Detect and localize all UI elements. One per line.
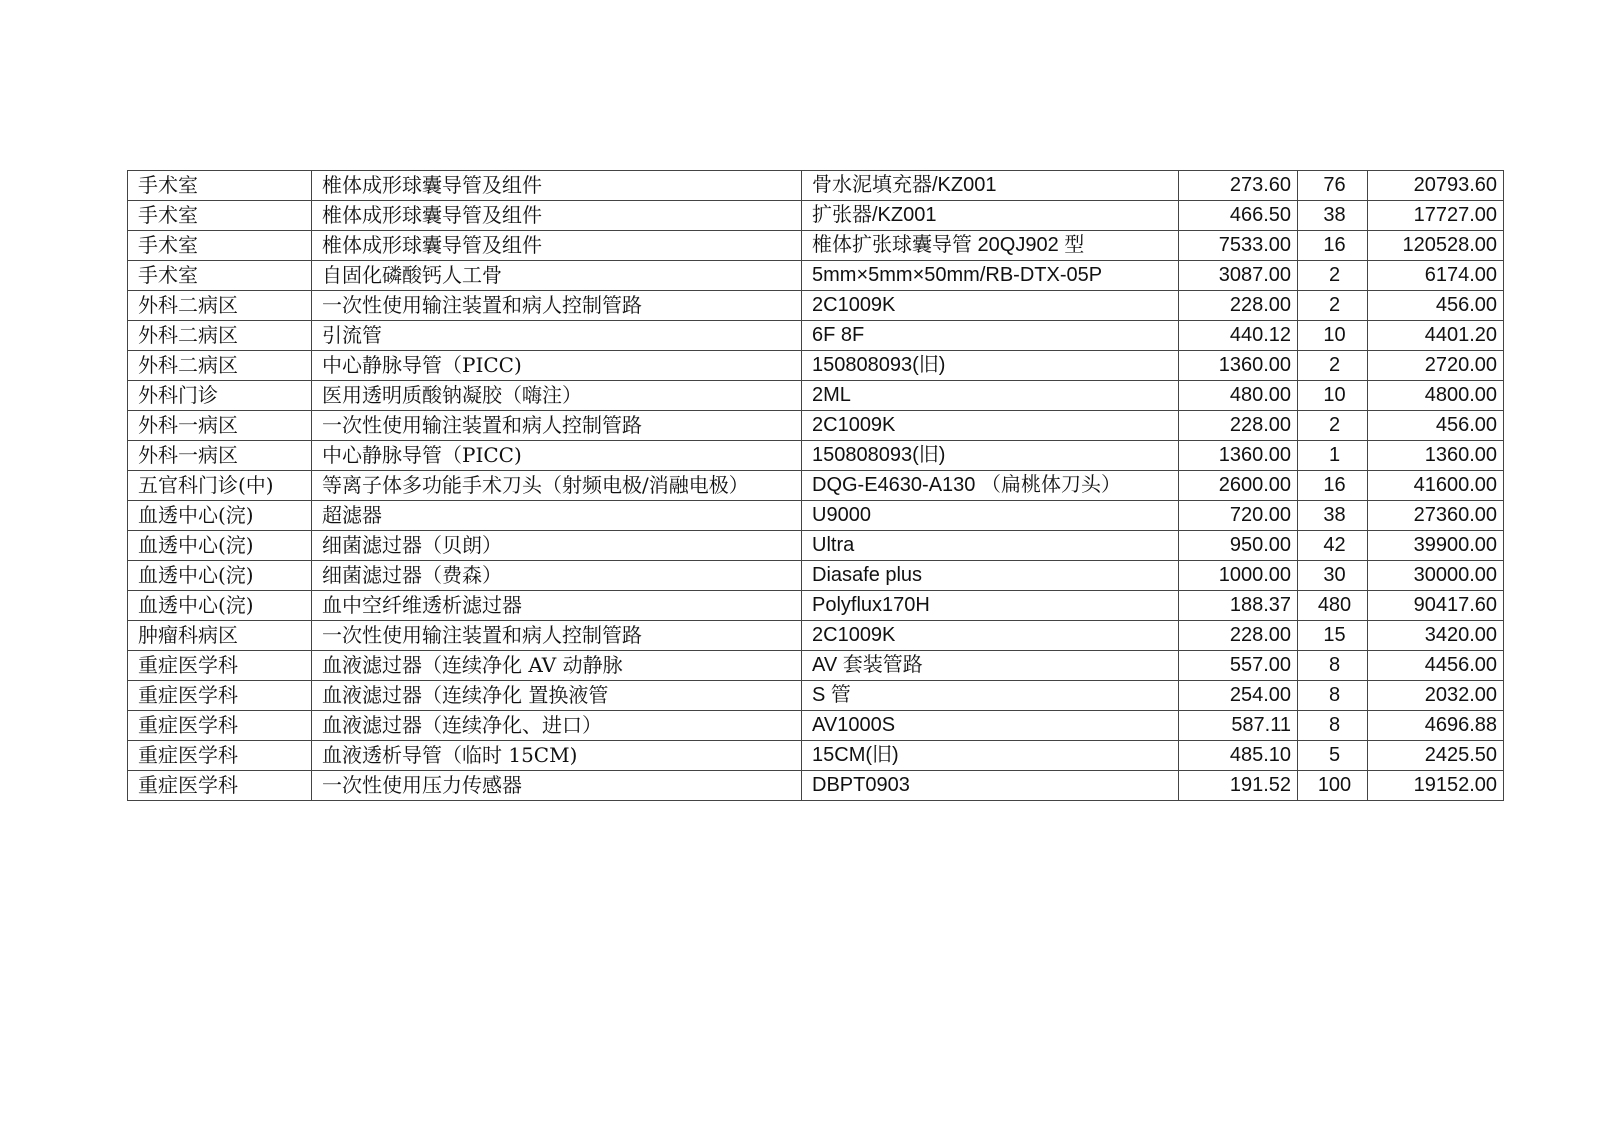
item-name-cell: 引流管 [312, 321, 802, 351]
quantity-cell: 100 [1298, 771, 1368, 801]
item-name-cell: 血液透析导管（临时 15CM) [312, 741, 802, 771]
unit-price-cell: 1000.00 [1179, 561, 1298, 591]
amount-cell: 4456.00 [1368, 651, 1504, 681]
quantity-cell: 2 [1298, 351, 1368, 381]
spec-cell: DQG-E4630-A130 （扁桃体刀头） [802, 471, 1179, 501]
amount-cell: 2032.00 [1368, 681, 1504, 711]
amount-cell: 1360.00 [1368, 441, 1504, 471]
amount-cell: 2425.50 [1368, 741, 1504, 771]
table-row [128, 591, 1504, 621]
unit-price-cell: 440.12 [1179, 321, 1298, 351]
spec-cell: U9000 [802, 501, 1179, 531]
quantity-cell: 38 [1298, 201, 1368, 231]
amount-cell: 90417.60 [1368, 591, 1504, 621]
spec-cell: DBPT0903 [802, 771, 1179, 801]
unit-price-cell: 191.52 [1179, 771, 1298, 801]
table-row [128, 321, 1504, 351]
spec-cell: AV 套装管路 [802, 651, 1179, 681]
amount-cell: 30000.00 [1368, 561, 1504, 591]
table-row [128, 291, 1504, 321]
unit-price-cell: 480.00 [1179, 381, 1298, 411]
unit-price-cell: 2600.00 [1179, 471, 1298, 501]
amount-cell: 3420.00 [1368, 621, 1504, 651]
unit-price-cell: 228.00 [1179, 411, 1298, 441]
table-row [128, 381, 1504, 411]
quantity-cell: 76 [1298, 171, 1368, 201]
amount-cell: 456.00 [1368, 411, 1504, 441]
amount-cell: 4800.00 [1368, 381, 1504, 411]
spec-cell: 骨水泥填充器/KZ001 [802, 171, 1179, 201]
item-name-cell: 血中空纤维透析滤过器 [312, 591, 802, 621]
quantity-cell: 8 [1298, 681, 1368, 711]
department-cell: 外科门诊 [128, 381, 312, 411]
item-name-cell: 细菌滤过器（费森） [312, 561, 802, 591]
spec-cell: 6F 8F [802, 321, 1179, 351]
department-cell: 重症医学科 [128, 651, 312, 681]
spec-cell: Ultra [802, 531, 1179, 561]
table-row [128, 621, 1504, 651]
table-body [128, 171, 1504, 801]
table-row [128, 501, 1504, 531]
department-cell: 外科一病区 [128, 441, 312, 471]
department-cell: 重症医学科 [128, 681, 312, 711]
spec-cell: 椎体扩张球囊导管 20QJ902 型 [802, 231, 1179, 261]
item-name-cell: 椎体成形球囊导管及组件 [312, 231, 802, 261]
unit-price-cell: 228.00 [1179, 621, 1298, 651]
item-name-cell: 椎体成形球囊导管及组件 [312, 171, 802, 201]
table-row [128, 651, 1504, 681]
quantity-cell: 30 [1298, 561, 1368, 591]
department-cell: 外科二病区 [128, 321, 312, 351]
department-cell: 重症医学科 [128, 741, 312, 771]
item-name-cell: 超滤器 [312, 501, 802, 531]
table-row [128, 471, 1504, 501]
spec-cell: 2C1009K [802, 291, 1179, 321]
department-cell: 手术室 [128, 261, 312, 291]
unit-price-cell: 466.50 [1179, 201, 1298, 231]
spec-cell: 2ML [802, 381, 1179, 411]
unit-price-cell: 254.00 [1179, 681, 1298, 711]
amount-cell: 120528.00 [1368, 231, 1504, 261]
department-cell: 外科一病区 [128, 411, 312, 441]
spec-cell: AV1000S [802, 711, 1179, 741]
unit-price-cell: 7533.00 [1179, 231, 1298, 261]
unit-price-cell: 950.00 [1179, 531, 1298, 561]
amount-cell: 6174.00 [1368, 261, 1504, 291]
amount-cell: 17727.00 [1368, 201, 1504, 231]
amount-cell: 4401.20 [1368, 321, 1504, 351]
item-name-cell: 中心静脉导管（PICC) [312, 441, 802, 471]
spec-cell: 5mm×5mm×50mm/RB-DTX-05P [802, 261, 1179, 291]
department-cell: 血透中心(浣) [128, 591, 312, 621]
item-name-cell: 一次性使用输注装置和病人控制管路 [312, 291, 802, 321]
department-cell: 外科二病区 [128, 351, 312, 381]
quantity-cell: 8 [1298, 711, 1368, 741]
unit-price-cell: 273.60 [1179, 171, 1298, 201]
spec-cell: 2C1009K [802, 621, 1179, 651]
item-name-cell: 一次性使用输注装置和病人控制管路 [312, 411, 802, 441]
quantity-cell: 10 [1298, 321, 1368, 351]
spec-cell: S 管 [802, 681, 1179, 711]
item-name-cell: 血液滤过器（连续净化、进口） [312, 711, 802, 741]
amount-cell: 27360.00 [1368, 501, 1504, 531]
spec-cell: Diasafe plus [802, 561, 1179, 591]
table-row [128, 561, 1504, 591]
table-row [128, 201, 1504, 231]
department-cell: 手术室 [128, 201, 312, 231]
table-row [128, 411, 1504, 441]
quantity-cell: 1 [1298, 441, 1368, 471]
item-name-cell: 血液滤过器（连续净化 置换液管 [312, 681, 802, 711]
item-name-cell: 椎体成形球囊导管及组件 [312, 201, 802, 231]
quantity-cell: 8 [1298, 651, 1368, 681]
table-row [128, 171, 1504, 201]
item-name-cell: 中心静脉导管（PICC) [312, 351, 802, 381]
department-cell: 重症医学科 [128, 711, 312, 741]
amount-cell: 19152.00 [1368, 771, 1504, 801]
department-cell: 五官科门诊(中) [128, 471, 312, 501]
amount-cell: 20793.60 [1368, 171, 1504, 201]
quantity-cell: 38 [1298, 501, 1368, 531]
amount-cell: 2720.00 [1368, 351, 1504, 381]
department-cell: 手术室 [128, 231, 312, 261]
amount-cell: 456.00 [1368, 291, 1504, 321]
quantity-cell: 10 [1298, 381, 1368, 411]
amount-cell: 4696.88 [1368, 711, 1504, 741]
spec-cell: 2C1009K [802, 411, 1179, 441]
unit-price-cell: 485.10 [1179, 741, 1298, 771]
quantity-cell: 5 [1298, 741, 1368, 771]
unit-price-cell: 587.11 [1179, 711, 1298, 741]
unit-price-cell: 720.00 [1179, 501, 1298, 531]
department-cell: 血透中心(浣) [128, 531, 312, 561]
department-cell: 外科二病区 [128, 291, 312, 321]
table-row [128, 771, 1504, 801]
table-row [128, 681, 1504, 711]
table-row [128, 531, 1504, 561]
quantity-cell: 42 [1298, 531, 1368, 561]
department-cell: 肿瘤科病区 [128, 621, 312, 651]
table-row [128, 351, 1504, 381]
table-row [128, 231, 1504, 261]
department-cell: 手术室 [128, 171, 312, 201]
unit-price-cell: 188.37 [1179, 591, 1298, 621]
item-name-cell: 细菌滤过器（贝朗） [312, 531, 802, 561]
table-row [128, 741, 1504, 771]
spec-cell: Polyflux170H [802, 591, 1179, 621]
quantity-cell: 480 [1298, 591, 1368, 621]
table-row [128, 261, 1504, 291]
item-name-cell: 一次性使用输注装置和病人控制管路 [312, 621, 802, 651]
spec-cell: 150808093(旧) [802, 351, 1179, 381]
spec-cell: 15CM(旧) [802, 741, 1179, 771]
table-row [128, 711, 1504, 741]
consumables-table [127, 170, 1504, 801]
unit-price-cell: 557.00 [1179, 651, 1298, 681]
table-row [128, 441, 1504, 471]
department-cell: 血透中心(浣) [128, 501, 312, 531]
quantity-cell: 2 [1298, 261, 1368, 291]
unit-price-cell: 3087.00 [1179, 261, 1298, 291]
spec-cell: 150808093(旧) [802, 441, 1179, 471]
department-cell: 重症医学科 [128, 771, 312, 801]
spec-cell: 扩张器/KZ001 [802, 201, 1179, 231]
quantity-cell: 16 [1298, 471, 1368, 501]
unit-price-cell: 1360.00 [1179, 441, 1298, 471]
amount-cell: 41600.00 [1368, 471, 1504, 501]
item-name-cell: 一次性使用压力传感器 [312, 771, 802, 801]
department-cell: 血透中心(浣) [128, 561, 312, 591]
quantity-cell: 2 [1298, 291, 1368, 321]
item-name-cell: 血液滤过器（连续净化 AV 动静脉 [312, 651, 802, 681]
quantity-cell: 15 [1298, 621, 1368, 651]
quantity-cell: 16 [1298, 231, 1368, 261]
unit-price-cell: 1360.00 [1179, 351, 1298, 381]
quantity-cell: 2 [1298, 411, 1368, 441]
item-name-cell: 医用透明质酸钠凝胶（嗨注） [312, 381, 802, 411]
amount-cell: 39900.00 [1368, 531, 1504, 561]
item-name-cell: 自固化磷酸钙人工骨 [312, 261, 802, 291]
unit-price-cell: 228.00 [1179, 291, 1298, 321]
item-name-cell: 等离子体多功能手术刀头（射频电极/消融电极） [312, 471, 802, 501]
